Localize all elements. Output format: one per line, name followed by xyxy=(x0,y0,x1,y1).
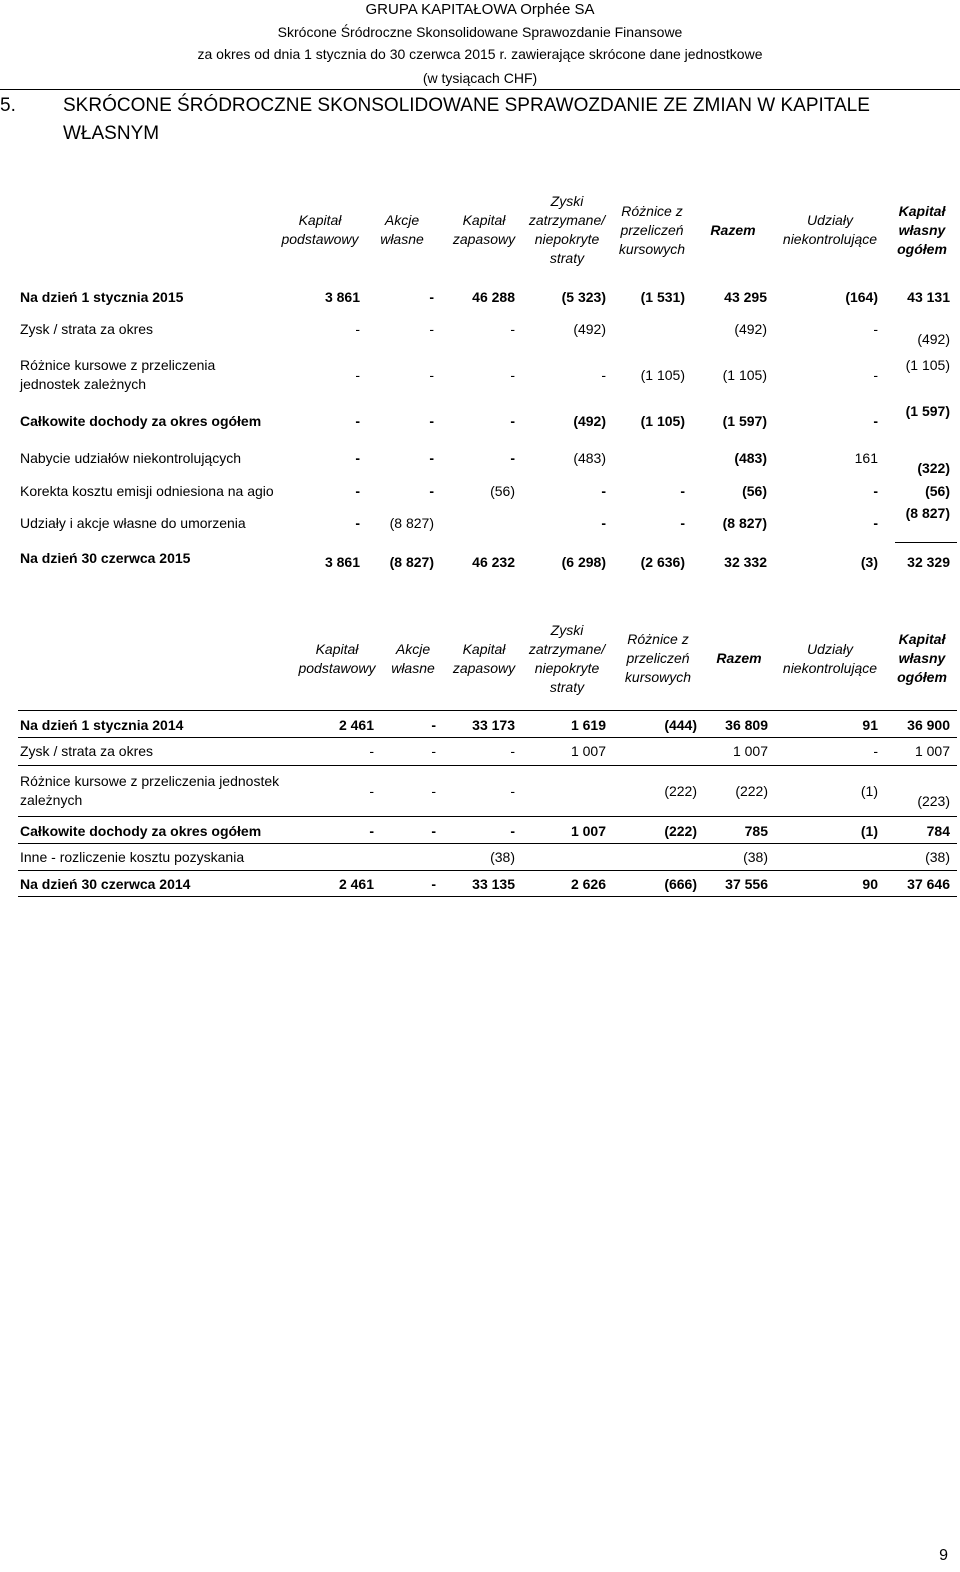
cell: - xyxy=(873,515,878,531)
cell: 33 135 xyxy=(472,876,515,892)
cell: - xyxy=(601,483,606,499)
row-label-nci-acq-2015: Nabycie udziałów niekontrolujących xyxy=(20,450,242,466)
row-label-closing-2015: Na dzień 30 czerwca 2015 xyxy=(20,550,191,566)
col-header-treasury-shares: Akcje własne xyxy=(391,641,435,676)
cell: (38) xyxy=(490,849,515,865)
cell: - xyxy=(510,413,515,429)
cell: - xyxy=(369,783,374,799)
col-header-retained-earnings: Zyski zatrzymane/ niepokryte straty xyxy=(528,193,606,266)
cell: - xyxy=(873,743,878,759)
cell: - xyxy=(680,483,685,499)
col-header-retained-earnings: Zyski zatrzymane/ niepokryte straty xyxy=(528,622,606,695)
cell: - xyxy=(355,321,360,337)
cell: - xyxy=(429,367,434,383)
col-header-fx-differences: Różnice z przeliczeń kursowych xyxy=(618,203,686,257)
cell: - xyxy=(510,823,515,839)
cell: (1 105) xyxy=(640,413,685,429)
cell: 32 332 xyxy=(724,554,767,570)
col-header-treasury-shares: Akcje własne xyxy=(380,212,424,247)
cell: (492) xyxy=(734,321,767,337)
cell: (444) xyxy=(664,717,697,733)
cell: - xyxy=(873,413,878,429)
cell: - xyxy=(873,367,878,383)
cell: 784 xyxy=(926,823,950,839)
cell: 2 626 xyxy=(570,876,606,892)
cell: (1 105) xyxy=(905,357,950,373)
cell: 2 461 xyxy=(338,717,374,733)
cell: (164) xyxy=(845,289,878,305)
cell: - xyxy=(873,483,878,499)
cell: 43 295 xyxy=(724,289,767,305)
report-units: (w tysiącach CHF) xyxy=(422,70,538,86)
row-label-total-income-2014: Całkowite dochody za okres ogółem xyxy=(20,823,262,839)
cell: - xyxy=(355,413,360,429)
cell: (1) xyxy=(860,783,878,799)
cell: 91 xyxy=(862,717,878,733)
cell: (492) xyxy=(917,331,950,347)
cell: 37 556 xyxy=(725,876,768,892)
cell: 1 007 xyxy=(570,743,606,759)
row-rule xyxy=(18,765,957,766)
row-label-other-2014: Inne - rozliczenie kosztu pozyskania xyxy=(20,849,245,865)
cell: - xyxy=(431,717,436,733)
col-header-nci: Udziały niekontrolujące xyxy=(782,641,878,676)
col-header-total-equity: Kapitał własny ogółem xyxy=(897,631,947,685)
cell: (2 636) xyxy=(640,554,685,570)
cell: (56) xyxy=(925,483,950,499)
cell: 785 xyxy=(744,823,768,839)
report-period: za okres od dnia 1 stycznia do 30 czerwca 2015 r. zawierające skrócone dane jednostkowe xyxy=(197,46,763,62)
cell: (1) xyxy=(860,823,878,839)
cell: - xyxy=(431,823,436,839)
report-name: Skrócone Śródroczne Skonsolidowane Sprawozdanie Finansowe xyxy=(277,24,683,40)
cell: 33 173 xyxy=(472,717,515,733)
cell: (1 597) xyxy=(905,403,950,419)
cell: - xyxy=(431,743,436,759)
cell: (8 827) xyxy=(722,515,767,531)
col-header-fx-differences: Różnice z przeliczeń kursowych xyxy=(624,631,692,685)
cell: (38) xyxy=(743,849,768,865)
cell: - xyxy=(431,876,436,892)
cell: (1 531) xyxy=(640,289,685,305)
cell: (492) xyxy=(573,413,606,429)
cell: - xyxy=(510,450,515,466)
cell: (1 105) xyxy=(640,367,685,383)
cell: 2 461 xyxy=(338,876,374,892)
cell: (222) xyxy=(735,783,768,799)
header-divider xyxy=(0,89,960,90)
row-label-closing-2014: Na dzień 30 czerwca 2014 xyxy=(20,876,191,892)
cell: (38) xyxy=(925,849,950,865)
cell: 32 329 xyxy=(907,554,950,570)
cell: (8 827) xyxy=(389,515,434,531)
cell: (56) xyxy=(490,483,515,499)
cell: 3 861 xyxy=(324,289,360,305)
cell: - xyxy=(369,743,374,759)
cell: (5 323) xyxy=(561,289,606,305)
cell: 1 007 xyxy=(732,743,768,759)
cell: (483) xyxy=(734,450,767,466)
cell: (666) xyxy=(664,876,697,892)
cell: (222) xyxy=(664,783,697,799)
row-label-redemption-2015: Udziały i akcje własne do umorzenia xyxy=(20,515,246,531)
cell: - xyxy=(355,450,360,466)
cell: (8 827) xyxy=(905,505,950,521)
cell: (3) xyxy=(860,554,878,570)
row-rule xyxy=(18,737,957,738)
cell: 36 900 xyxy=(907,717,950,733)
cell: (1 597) xyxy=(722,413,767,429)
row-label-opening-2015: Na dzień 1 stycznia 2015 xyxy=(20,289,184,305)
col-header-reserve-capital: Kapitał zapasowy xyxy=(452,641,516,676)
col-header-total: Razem xyxy=(716,650,762,666)
cell: - xyxy=(510,367,515,383)
cell: (222) xyxy=(664,823,697,839)
cell: - xyxy=(601,515,606,531)
cell: (1 105) xyxy=(722,367,767,383)
row-label-profit-2014: Zysk / strata za okres xyxy=(20,743,154,759)
col-header-nci: Udziały niekontrolujące xyxy=(782,212,878,247)
cell: - xyxy=(601,367,606,383)
company-name: GRUPA KAPITAŁOWA Orphée SA xyxy=(365,1,595,18)
cell: - xyxy=(431,783,436,799)
cell: - xyxy=(355,367,360,383)
page-number: 9 xyxy=(939,1547,948,1564)
col-header-total: Razem xyxy=(710,222,756,238)
cell: (223) xyxy=(917,793,950,809)
cell: - xyxy=(429,450,434,466)
cell: - xyxy=(510,743,515,759)
cell: 1 007 xyxy=(914,743,950,759)
row-label-profit-2015: Zysk / strata za okres xyxy=(20,321,154,337)
cell: - xyxy=(429,321,434,337)
cell: (483) xyxy=(573,450,606,466)
section-number: 5. xyxy=(0,95,16,116)
cell: 1 007 xyxy=(570,823,606,839)
cell: (322) xyxy=(917,460,950,476)
row-rule xyxy=(18,896,957,897)
col-header-total-equity: Kapitał własny ogółem xyxy=(897,203,947,257)
cell: 36 809 xyxy=(725,717,768,733)
cell: - xyxy=(355,515,360,531)
cell: 90 xyxy=(862,876,878,892)
cell: - xyxy=(429,413,434,429)
cell: 161 xyxy=(854,450,878,466)
row-rule xyxy=(18,870,957,871)
col-header-share-capital: Kapitał podstawowy xyxy=(298,641,376,676)
cell: - xyxy=(510,321,515,337)
cell: (492) xyxy=(573,321,606,337)
row-label-fx-2015: Różnice kursowe z przeliczenia jednostek zależnych xyxy=(20,357,216,392)
row-label-agio-2015: Korekta kosztu emisji odniesiona na agio xyxy=(20,483,274,499)
cell: - xyxy=(429,289,434,305)
row-label-total-income-2015: Całkowite dochody za okres ogółem xyxy=(20,413,262,429)
cell: (56) xyxy=(742,483,767,499)
row-rule xyxy=(18,816,957,817)
cell: - xyxy=(369,823,374,839)
cell: 46 232 xyxy=(472,554,515,570)
col-header-share-capital: Kapitał podstawowy xyxy=(281,212,359,247)
cell: 37 646 xyxy=(907,876,950,892)
cell: - xyxy=(873,321,878,337)
row-rule xyxy=(18,843,957,844)
row-label-fx-2014: Różnice kursowe z przeliczenia jednostek zależnych xyxy=(20,773,280,808)
col-header-reserve-capital: Kapitał zapasowy xyxy=(452,212,516,247)
cell: 3 861 xyxy=(324,554,360,570)
cell: (6 298) xyxy=(561,554,606,570)
cell: (8 827) xyxy=(389,554,434,570)
cell: 46 288 xyxy=(472,289,515,305)
row-label-opening-2014: Na dzień 1 stycznia 2014 xyxy=(20,717,184,733)
cell: - xyxy=(680,515,685,531)
cell: 1 619 xyxy=(570,717,606,733)
cell: 43 131 xyxy=(907,289,950,305)
header-rule-2014 xyxy=(18,710,957,711)
total-rule xyxy=(895,542,957,543)
cell: - xyxy=(355,483,360,499)
section-title-text: SKRÓCONE ŚRÓDROCZNE SKONSOLIDOWANE SPRAWOZDANIE ZE ZMIAN W KAPITALE WŁASNYM xyxy=(63,95,870,144)
cell: - xyxy=(429,483,434,499)
cell: - xyxy=(510,783,515,799)
